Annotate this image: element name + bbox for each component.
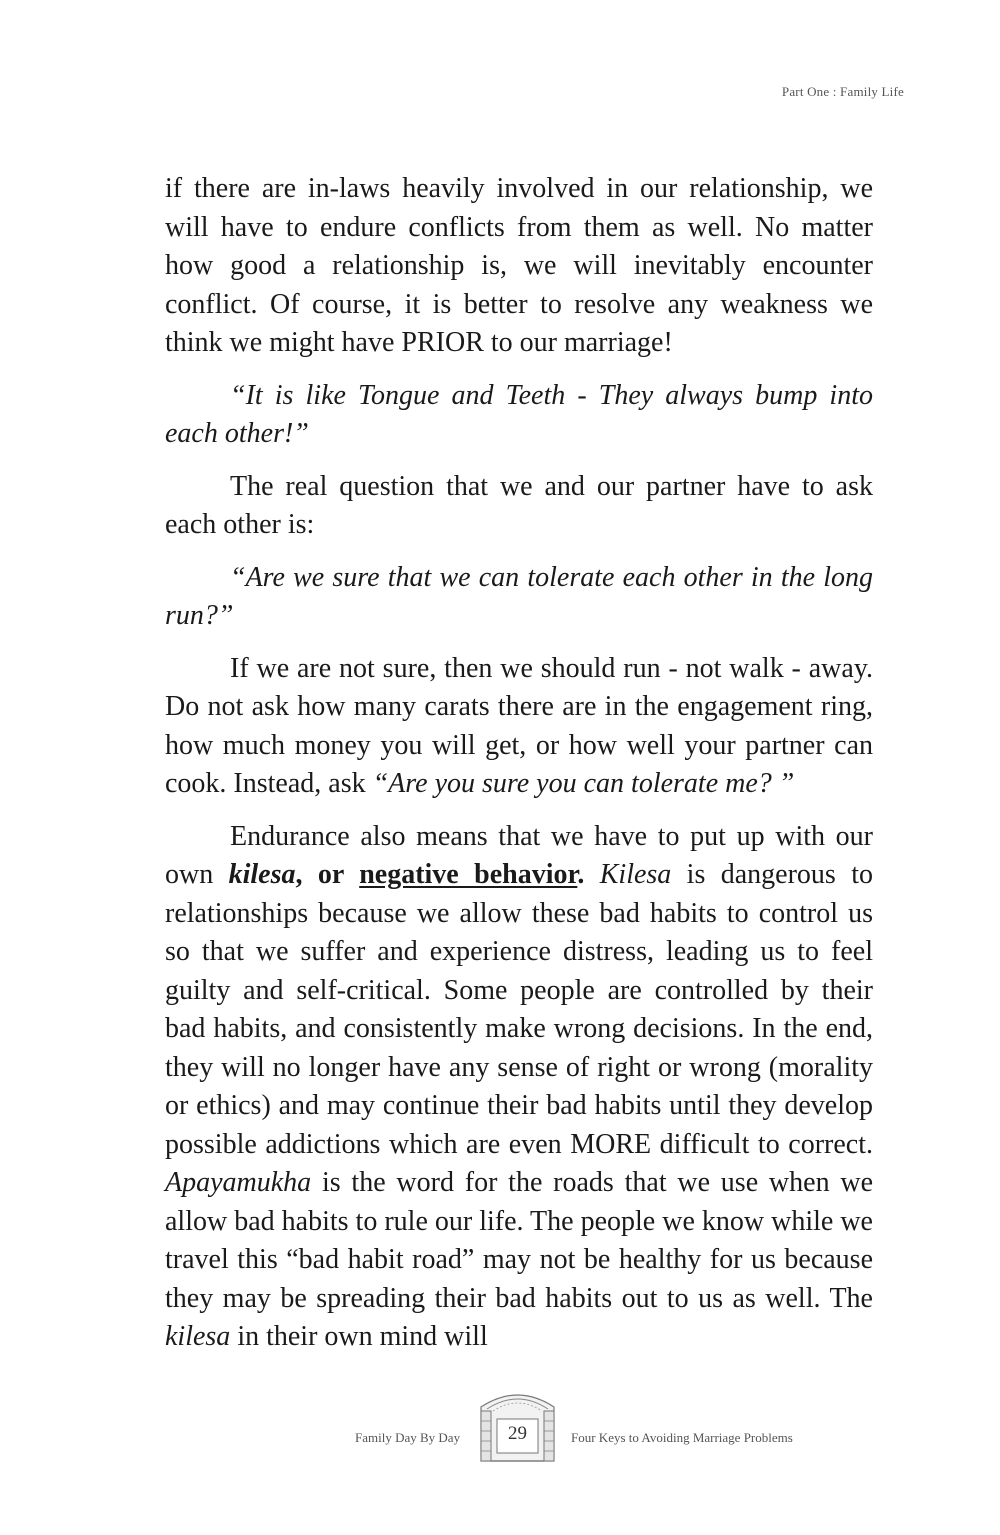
body-text bbox=[165, 170, 873, 1371]
quote-text: “Are we sure that we can tolerate each other in the long run?” bbox=[165, 561, 873, 631]
term-apayamukha: Apayamukha bbox=[165, 1167, 312, 1198]
text-run: is dangerous to relationships because we allow these bad habits to control us so that we suffer and experience distress, leading us to feel guilty and self-critical. Some people are controlled by their bad habits, and consistently make wrong decisions. In the end, they will no longer have any sense of right or wrong (morality or ethics) and may continue their bad habits until they develop possible addictions which are even MORE difficult to correct. bbox=[165, 859, 873, 1160]
term-kilesa-italic: Kilesa bbox=[599, 859, 672, 890]
paragraph-1: if there are in-laws heavily involved in our relationship, we will have to endure conflicts from them as well. No matter how good a relationship is, we will inevitably encounter conflict. Of course, it is better to resolve any weakness we think we might have PRIOR to our marriage! bbox=[165, 173, 873, 358]
running-header: Part One : Family Life bbox=[781, 84, 904, 99]
quote-tolerate bbox=[165, 559, 873, 636]
footer-chapter-title: Four Keys to Avoiding Marriage Problems bbox=[571, 1430, 793, 1445]
term-kilesa: kilesa bbox=[228, 859, 296, 890]
text-run: is the word for the roads that we use when we allow bad habits to rule our life. The people we know while we travel this “bad habit road” may not be healthy for us because they may be spreading their bad habits out to us as well. The bbox=[165, 1167, 873, 1314]
page-number: 29 bbox=[508, 1423, 527, 1444]
paragraph-text: If we are not sure, then we should run - not walk - away. Do not ask how many carats there are in the engagement ring, how much money you will get, or how well your partner can cook. Instead, ask bbox=[165, 652, 873, 799]
term-kilesa-italic: kilesa bbox=[165, 1321, 231, 1352]
page-footer bbox=[0, 1385, 1000, 1475]
text-run: in their own mind will bbox=[230, 1321, 488, 1352]
text-run: Endurance also means that we have to put up with our own bbox=[165, 820, 873, 890]
footer-book-title: Family Day By Day bbox=[355, 1430, 461, 1445]
paragraph-question: The real question that we and our partner have to ask each other is: bbox=[165, 470, 873, 540]
quote-text: “It is like Tongue and Teeth - They always bump into each other!” bbox=[165, 379, 873, 449]
inline-quote: “Are you sure you can tolerate me? ” bbox=[372, 768, 795, 799]
text-run: , or bbox=[295, 859, 360, 890]
term-negative-behavior: negative behavior bbox=[359, 859, 578, 890]
quote-tongue-teeth bbox=[165, 377, 873, 454]
text-run: . bbox=[577, 859, 600, 890]
paragraph-endurance bbox=[165, 818, 873, 1357]
paragraph-run-away bbox=[165, 650, 873, 804]
